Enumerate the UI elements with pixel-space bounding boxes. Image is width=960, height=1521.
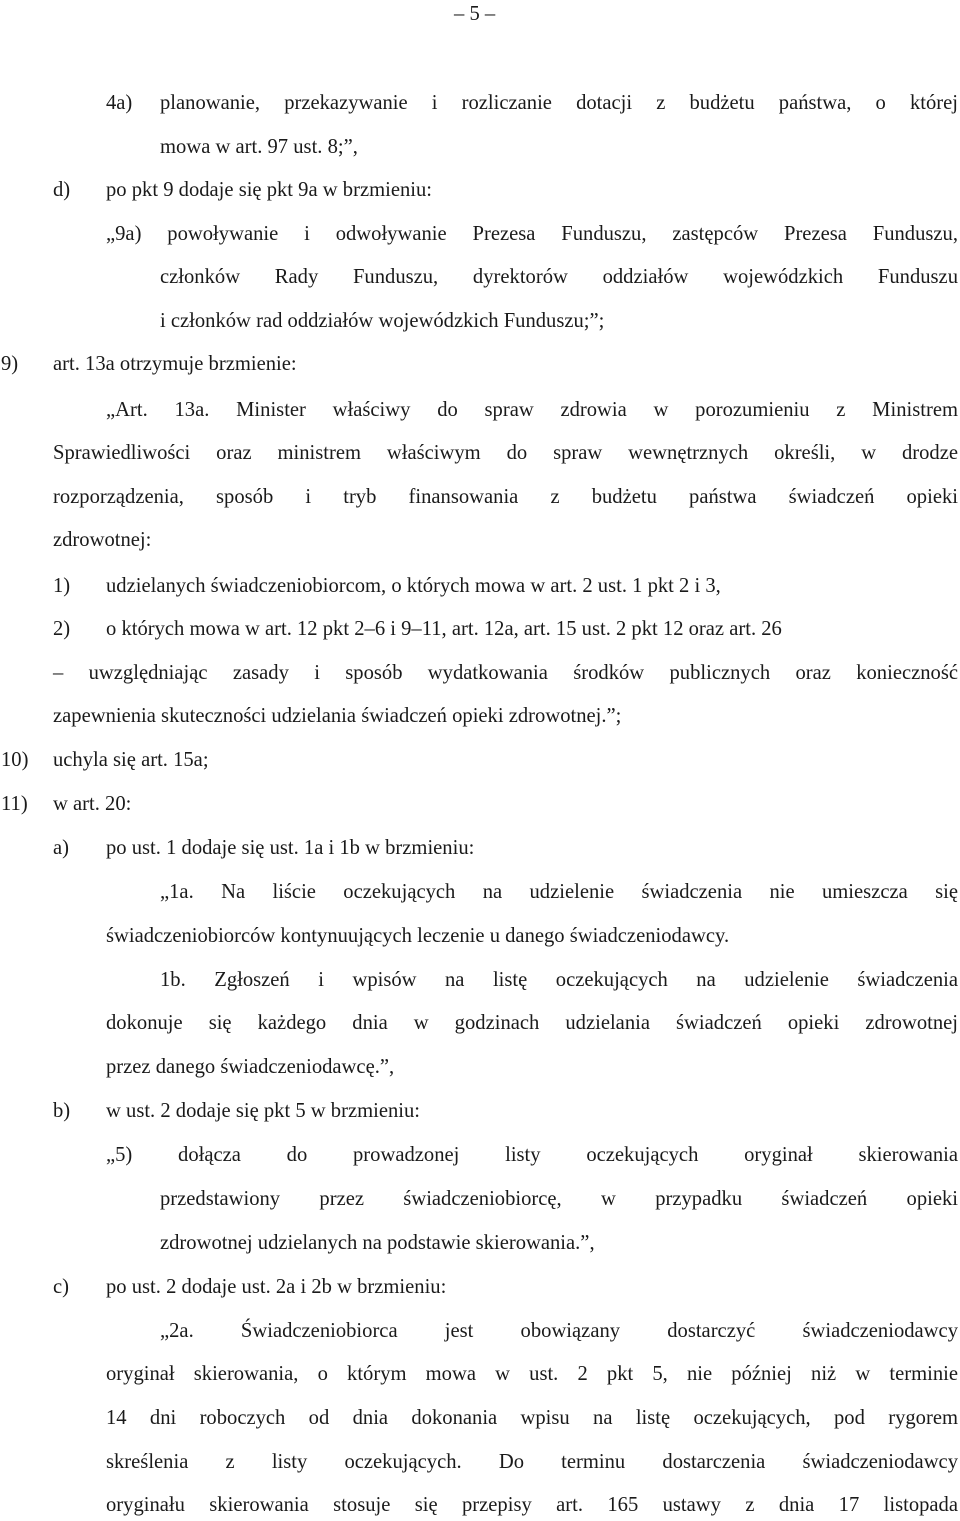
text-line: zdrowotnej udzielanych na podstawie skierowania.”,: [160, 1232, 595, 1254]
text-line: rozporządzenia, sposób i tryb finansowania z budżetu państwa świadczeń opieki: [53, 486, 958, 508]
text-line: „1a. Na liście oczekujących na udzielenie świadczenia nie umieszcza się: [160, 881, 958, 903]
item-marker: 9): [1, 353, 19, 375]
text-line: skreślenia z listy oczekujących. Do terminu dostarczenia świadczeniodawcy: [106, 1451, 958, 1473]
page-number: – 5 –: [454, 3, 496, 25]
text-line: dokonuje się każdego dnia w godzinach udzielania świadczeń opieki zdrowotnej: [106, 1012, 958, 1034]
text-line: przez danego świadczeniodawcę.”,: [106, 1056, 395, 1078]
text-line: członków Rady Funduszu, dyrektorów oddziałów wojewódzkich Funduszu: [160, 266, 958, 288]
text-line: „2a. Świadczeniobiorca jest obowiązany dostarczyć świadczeniodawcy: [160, 1320, 958, 1342]
text-line: art. 13a otrzymuje brzmienie:: [53, 353, 297, 375]
text-line: po pkt 9 dodaje się pkt 9a w brzmieniu:: [106, 179, 433, 201]
text-line: 14 dni roboczych od dnia dokonania wpisu na listę oczekujących, pod rygorem: [106, 1407, 958, 1429]
text-line: „9a) powoływanie i odwoływanie Prezesa Funduszu, zastępców Prezesa Funduszu,: [106, 223, 958, 245]
text-line: „Art. 13a. Minister właściwy do spraw zdrowia w porozumieniu z Ministrem: [106, 399, 958, 421]
text-line: planowanie, przekazywanie i rozliczanie dotacji z budżetu państwa, o której: [160, 92, 958, 114]
text-line: i członków rad oddziałów wojewódzkich Funduszu;”;: [160, 310, 605, 332]
text-line: o których mowa w art. 12 pkt 2–6 i 9–11, art. 12a, art. 15 ust. 2 pkt 12 oraz art. 26: [106, 618, 782, 640]
text-line: 1b. Zgłoszeń i wpisów na listę oczekujących na udzielenie świadczenia: [160, 969, 958, 991]
item-marker: b): [53, 1100, 71, 1122]
text-line: mowa w art. 97 ust. 8;”,: [160, 136, 358, 158]
text-line: udzielanych świadczeniobiorcom, o których mowa w art. 2 ust. 1 pkt 2 i 3,: [106, 575, 721, 597]
text-line: po ust. 1 dodaje się ust. 1a i 1b w brzmieniu:: [106, 837, 475, 859]
text-line: „5) dołącza do prowadzonej listy oczekujących oryginał skierowania: [106, 1144, 958, 1166]
item-marker: 10): [1, 749, 29, 771]
text-line: świadczeniobiorców kontynuujących leczenie u danego świadczeniodawcy.: [106, 925, 730, 947]
text-line: oryginału skierowania stosuje się przepisy art. 165 ustawy z dnia 17 listopada: [106, 1494, 958, 1516]
item-marker: 11): [1, 793, 28, 815]
item-marker: 4a): [106, 92, 133, 114]
text-line: przedstawiony przez świadczeniobiorcę, w przypadku świadczeń opieki: [160, 1188, 958, 1210]
text-line: zdrowotnej:: [53, 529, 152, 551]
text-line: po ust. 2 dodaje ust. 2a i 2b w brzmieniu:: [106, 1276, 447, 1298]
item-marker: a): [53, 837, 69, 859]
item-marker: 1): [53, 575, 71, 597]
text-line: w art. 20:: [53, 793, 132, 815]
text-line: Sprawiedliwości oraz ministrem właściwym do spraw wewnętrznych określi, w drodze: [53, 442, 958, 464]
item-marker: c): [53, 1276, 69, 1298]
text-line: w ust. 2 dodaje się pkt 5 w brzmieniu:: [106, 1100, 421, 1122]
text-line: uchyla się art. 15a;: [53, 749, 209, 771]
item-marker: 2): [53, 618, 71, 640]
item-marker: d): [53, 179, 71, 201]
text-line: oryginał skierowania, o którym mowa w ust. 2 pkt 5, nie później niż w terminie: [106, 1363, 958, 1385]
text-line: zapewnienia skuteczności udzielania świadczeń opieki zdrowotnej.”;: [53, 705, 622, 727]
text-line: – uwzględniając zasady i sposób wydatkowania środków publicznych oraz konieczność: [53, 662, 958, 684]
